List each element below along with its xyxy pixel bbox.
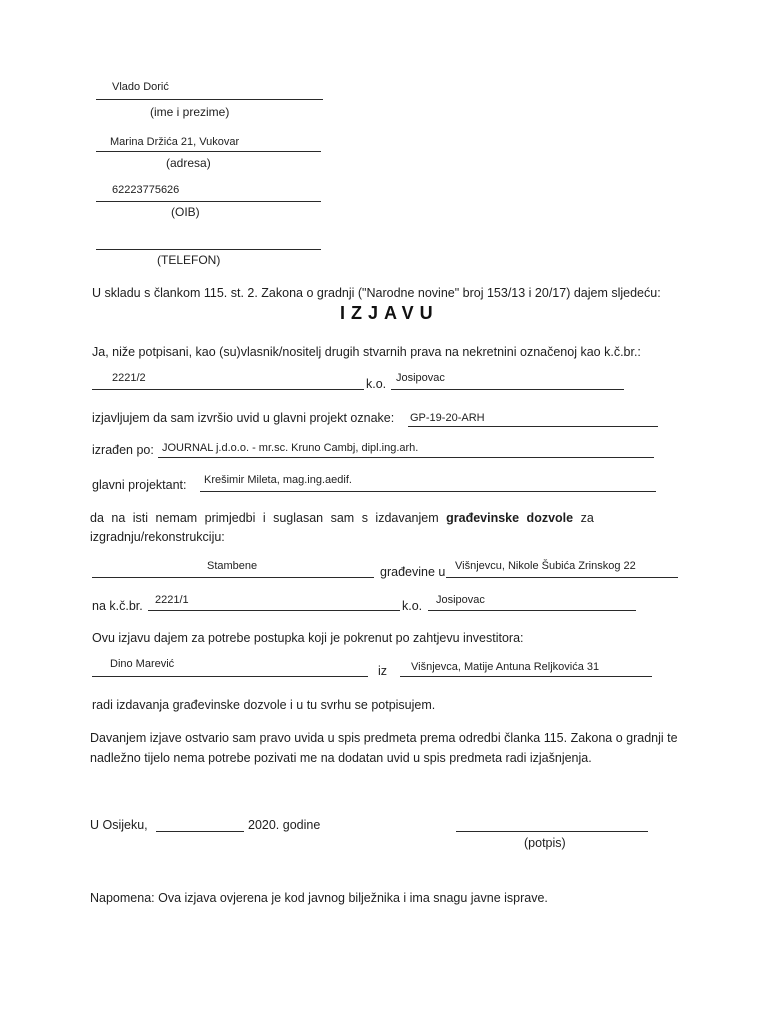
address-value: Marina Držića 21, Vukovar (110, 136, 240, 148)
agreement-line-2: izgradnju/rekonstrukciju: (90, 530, 225, 544)
project-code-underline (408, 426, 658, 427)
address-underline (96, 151, 321, 152)
designer-underline (200, 491, 656, 492)
agreement-text-before: da na isti nemam primjedbi i suglasan sam s izdavanjem (90, 511, 439, 525)
building-type-value: Stambene (207, 560, 258, 572)
parcel-2-underline (148, 610, 400, 611)
waiver-paragraph: Davanjem izjave ostvario sam pravo uvida u spis predmeta prema odredbi članka 115. Zakona o gradnji te nadležno tijelo nema potrebe pozivati me na dodatan uvid u spis predmeta radi izjašnjenja. (90, 731, 678, 765)
date-underline (156, 831, 244, 832)
parcel-1-number: 2221/2 (112, 372, 146, 384)
parcel-1-ko-underline (391, 389, 624, 390)
investor-address-underline (400, 676, 652, 677)
project-code-label: izjavljujem da sam izvršio uvid u glavni projekt oznake: (92, 411, 395, 425)
intro-text: U skladu s člankom 115. st. 2. Zakona o gradnji ("Narodne novine" broj 153/13 i 20/17) dajem sljedeću: (92, 286, 661, 300)
parcel-2-number: 2221/1 (155, 594, 189, 606)
building-label: građevine u (380, 565, 446, 579)
agreement-line-1 (90, 511, 680, 525)
investor-name-underline (92, 676, 368, 677)
purpose-text: Ovu izjavu dajem za potrebe postupka koji je pokrenut po zahtjevu investitora: (92, 631, 524, 645)
name-label: (ime i prezime) (150, 105, 230, 119)
agreement-text-after: za (580, 511, 594, 525)
building-location-value: Višnjevcu, Nikole Šubića Zrinskog 22 (455, 560, 636, 572)
parcel-1-ko-value: Josipovac (396, 372, 445, 384)
designer-label: glavni projektant: (92, 478, 187, 492)
made-by-label: izrađen po: (92, 443, 154, 457)
year-label: 2020. godine (248, 818, 321, 832)
parcel-2-ko-underline (428, 610, 636, 611)
signature-label: (potpis) (524, 836, 566, 850)
phone-label: (TELEFON) (157, 253, 221, 267)
name-value: Vlado Dorić (112, 81, 169, 93)
address-label: (adresa) (166, 156, 211, 170)
parcel-2-ko-value: Josipovac (436, 594, 485, 606)
document-title: IZJAVU (340, 303, 439, 323)
name-underline (96, 99, 323, 100)
parcel-1-ko-label: k.o. (366, 377, 387, 391)
parcel-1-underline (92, 389, 364, 390)
sign-statement: radi izdavanja građevinske dozvole i u tu svrhu se potpisujem. (92, 698, 436, 712)
oib-underline (96, 201, 321, 202)
investor-from-label: iz (378, 664, 388, 678)
place-label: U Osijeku, (90, 818, 148, 832)
owner-sentence: Ja, niže potpisani, kao (su)vlasnik/nositelj drugih stvarnih prava na nekretnini označenoj kao k.č.br.: (92, 345, 641, 359)
note-text: Napomena: Ova izjava ovjerena je kod javnog bilježnika i ima snagu javne isprave. (90, 891, 548, 905)
investor-address: Višnjevca, Matije Antuna Reljkovića 31 (411, 661, 600, 673)
investor-name: Dino Marević (110, 658, 175, 670)
building-type-underline (92, 577, 374, 578)
parcel-2-ko-label: k.o. (402, 599, 423, 613)
signature-underline (456, 831, 648, 832)
parcel-2-label: na k.č.br. (92, 599, 143, 613)
oib-value: 62223775626 (112, 184, 180, 196)
building-location-underline (446, 577, 678, 578)
made-by-underline (158, 457, 654, 458)
oib-label: (OIB) (171, 205, 200, 219)
phone-underline (96, 249, 321, 250)
project-code-value: GP-19-20-ARH (410, 412, 485, 424)
agreement-bold: građevinske dozvole (446, 511, 574, 525)
designer-value: Krešimir Mileta, mag.ing.aedif. (204, 474, 352, 486)
made-by-value: JOURNAL j.d.o.o. - mr.sc. Kruno Cambj, dipl.ing.arh. (162, 442, 419, 454)
